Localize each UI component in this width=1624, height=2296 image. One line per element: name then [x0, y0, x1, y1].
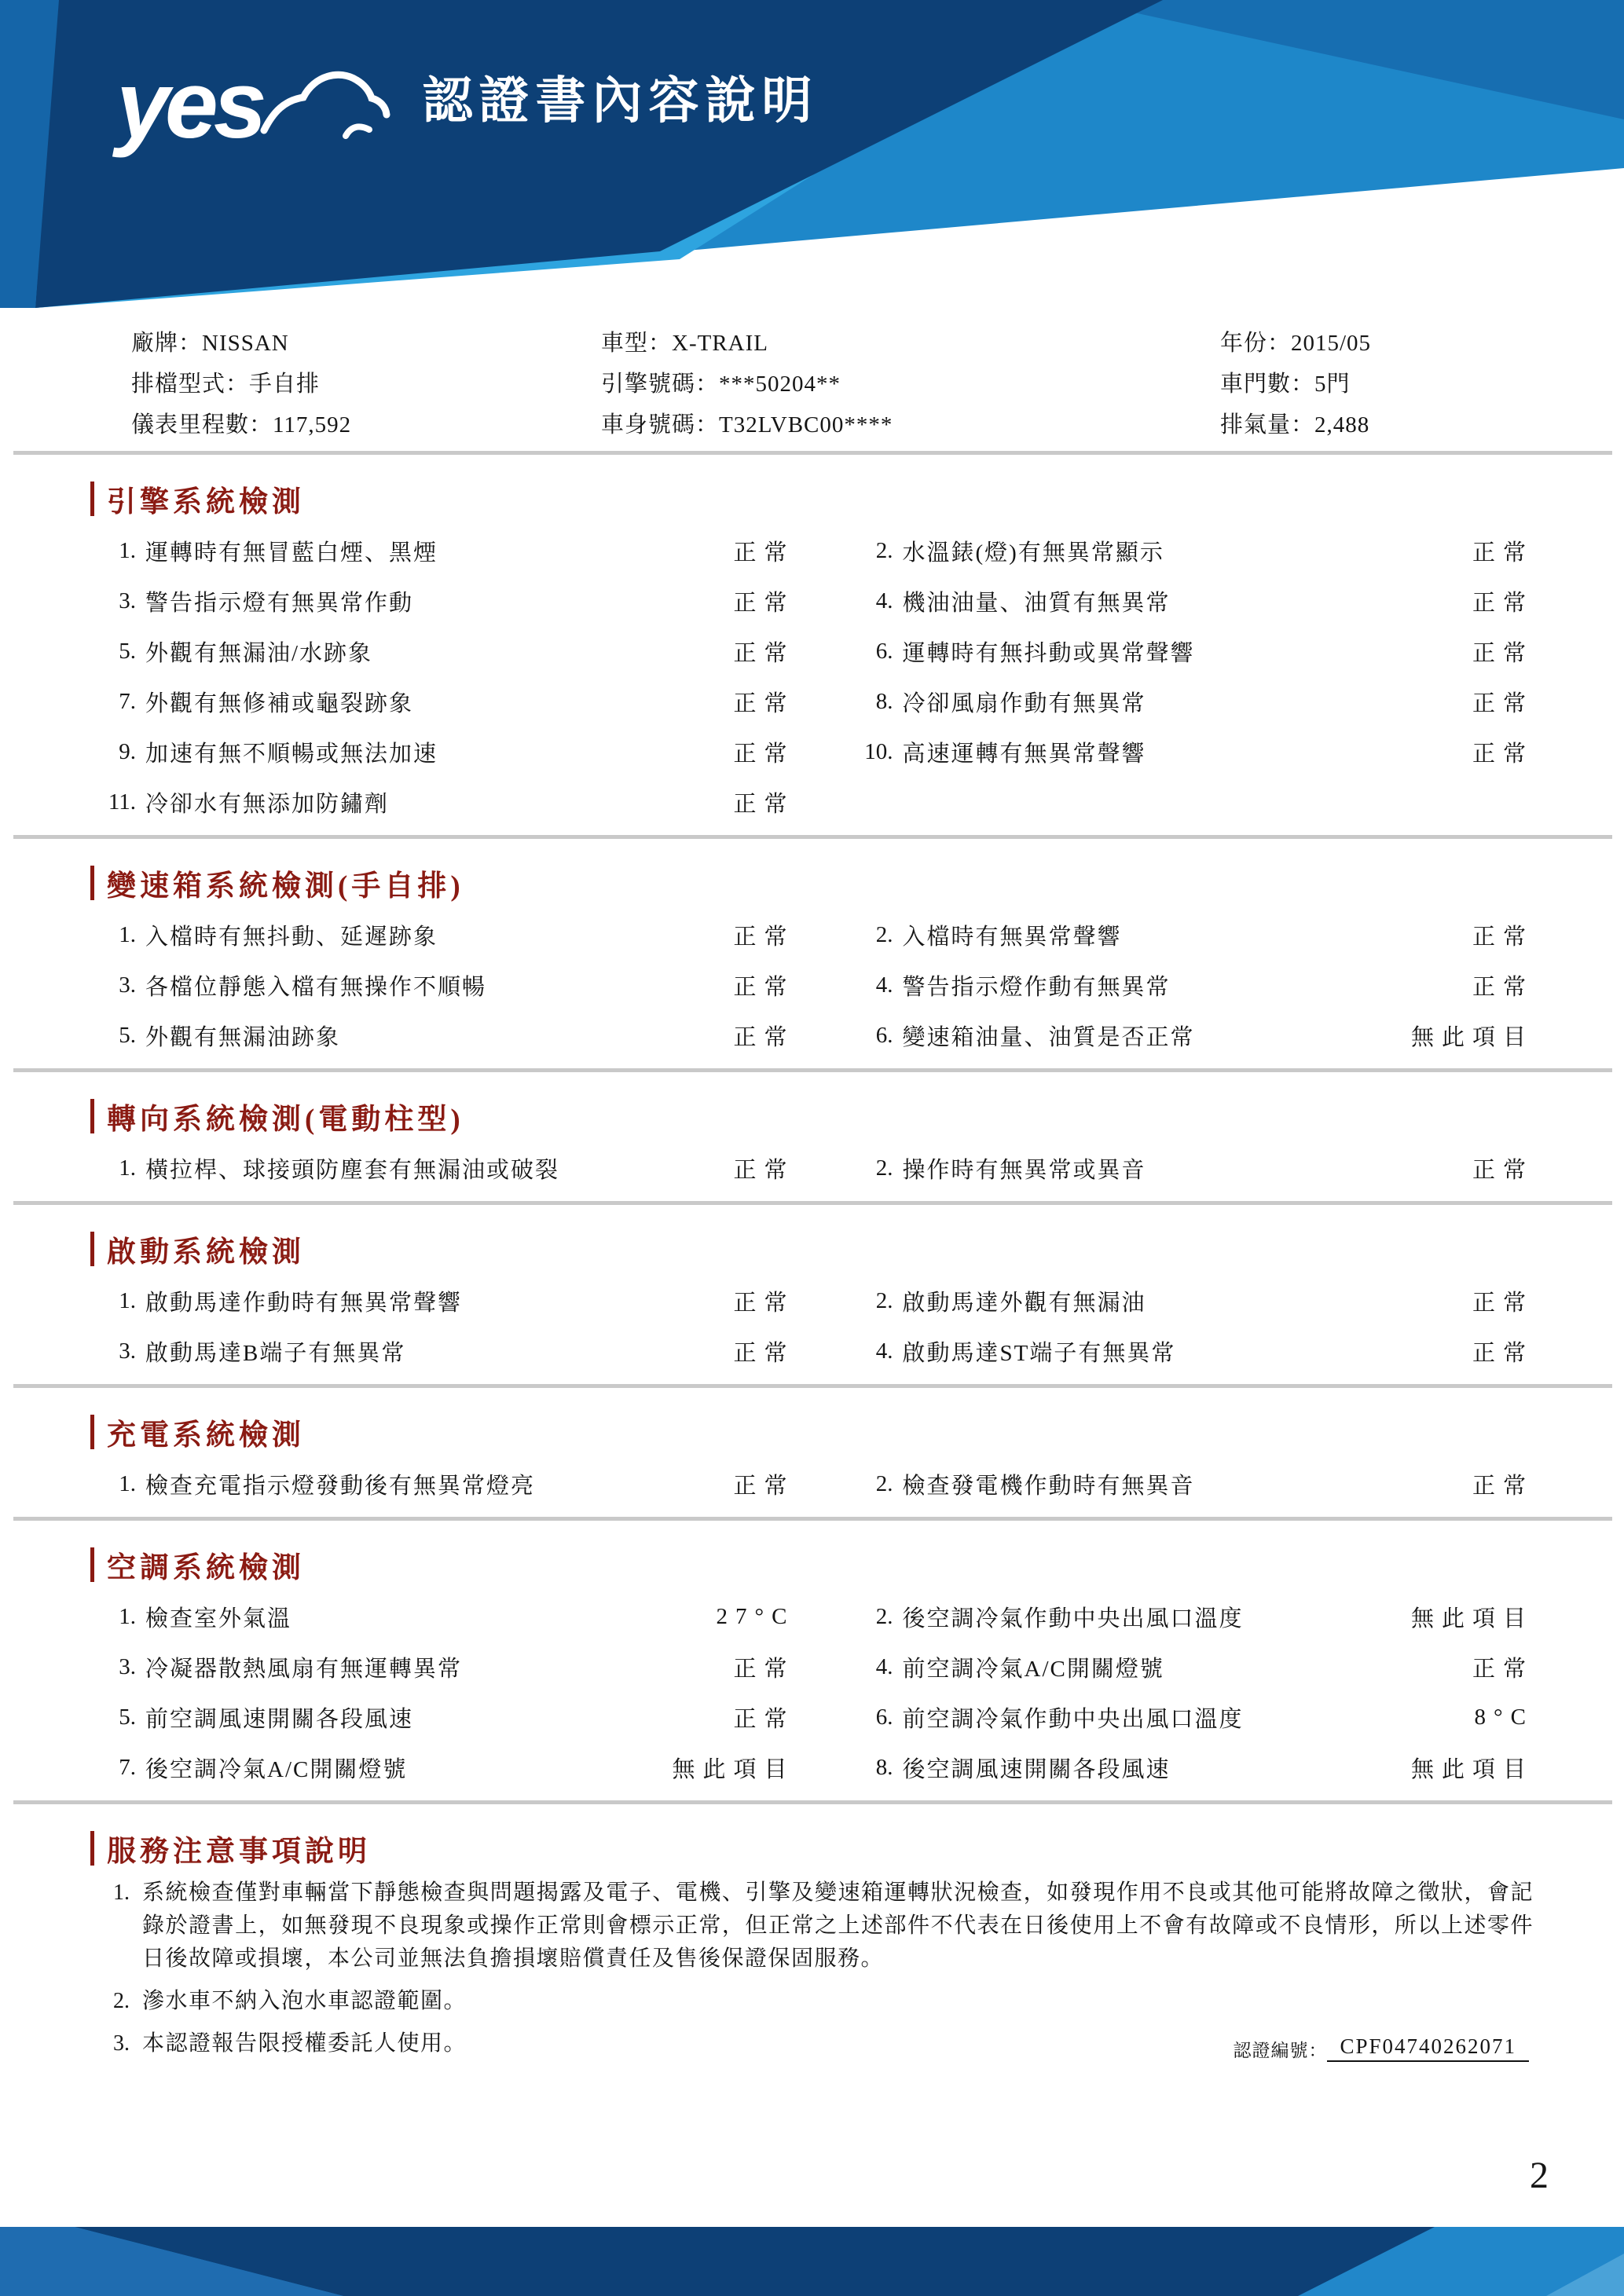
item-label: 後空調冷氣A/C開關燈號	[145, 1756, 408, 1782]
item-number: 5.	[119, 1022, 136, 1048]
page-number: 2	[1530, 2155, 1549, 2196]
footer-graphic	[0, 2227, 1624, 2296]
section-title	[90, 1097, 1534, 1135]
divider	[13, 1517, 1612, 1521]
item-number: 2.	[875, 921, 893, 947]
item-number: 5.	[119, 638, 136, 664]
check-item	[812, 635, 1534, 668]
section-title-text: 引擎系統檢測	[107, 486, 305, 518]
item-label: 操作時有無異常或異音	[902, 1157, 1146, 1183]
check-item	[90, 1651, 812, 1683]
item-result: 正常	[733, 590, 795, 616]
item-label: 運轉時有無抖動或異常聲響	[902, 640, 1195, 666]
item-number: 8.	[875, 688, 893, 714]
item-number: 4.	[875, 1653, 893, 1679]
section-title-bar	[90, 1831, 94, 1866]
item-result: 正常	[733, 690, 795, 716]
vehicle-info-field: 儀表里程數：117,592	[131, 412, 352, 438]
item-result: 正常	[1472, 924, 1534, 950]
item-label: 冷卻風扇作動有無異常	[902, 690, 1146, 716]
item-number: 6.	[875, 1022, 893, 1048]
item-row	[90, 1692, 1534, 1742]
check-item	[90, 635, 812, 668]
item-result: 正常	[1472, 1340, 1534, 1366]
item-row	[90, 1010, 1534, 1060]
item-result: 正常	[733, 540, 795, 566]
vehicle-info-field: 車身號碼：T32LVBC00****	[601, 412, 893, 438]
item-label: 前空調風速開關各段風速	[145, 1706, 414, 1732]
page-title: 認證書內容說明	[422, 72, 819, 129]
section-items	[90, 525, 1534, 827]
item-result: 無此項目	[1410, 1606, 1534, 1631]
section-title-bar	[90, 1415, 94, 1449]
section-title-bar	[90, 1232, 94, 1266]
divider	[13, 1800, 1612, 1804]
vehicle-info-field: 排氣量：2,488	[1220, 412, 1370, 438]
check-item	[812, 736, 1534, 768]
service-notes-list	[90, 1877, 1534, 2060]
section-title-text: 空調系統檢測	[107, 1552, 305, 1584]
divider	[13, 835, 1612, 839]
vehicle-info-field: 年份：2015/05	[1220, 330, 1372, 356]
item-row	[90, 1459, 1534, 1509]
item-number: 2.	[875, 1287, 893, 1313]
item-row	[90, 1326, 1534, 1376]
section-items	[90, 1276, 1534, 1376]
inspection-sections	[90, 480, 1534, 1804]
check-item	[90, 585, 812, 617]
item-number: 1.	[119, 1603, 136, 1629]
item-label: 檢查室外氣溫	[145, 1606, 292, 1631]
item-result: 正常	[733, 974, 795, 1000]
item-result: 正常	[733, 1473, 795, 1499]
check-item	[812, 969, 1534, 1002]
item-result: 正常	[1472, 590, 1534, 616]
section-title-bar	[90, 866, 94, 900]
item-number: 1.	[119, 921, 136, 947]
check-item	[812, 1752, 1534, 1784]
item-number: 7.	[119, 688, 136, 714]
check-item	[90, 1752, 812, 1784]
divider	[13, 451, 1612, 455]
certificate-number-value: CPF04740262071	[1327, 2034, 1529, 2062]
page-header	[0, 0, 1624, 311]
item-row	[90, 727, 1534, 777]
section-title	[90, 1829, 1534, 1867]
certificate-body	[0, 320, 1624, 2060]
vehicle-info-field: 廠牌：NISSAN	[131, 330, 289, 356]
item-row	[90, 1642, 1534, 1692]
vehicle-info	[90, 320, 1534, 443]
item-result: 無此項目	[1410, 1756, 1534, 1782]
item-result: 無此項目	[1410, 1024, 1534, 1050]
item-label: 運轉時有無冒藍白煙、黑煙	[145, 540, 438, 566]
item-result: 正常	[1472, 1290, 1534, 1316]
item-number: 1.	[119, 1155, 136, 1181]
section-title-bar	[90, 1547, 94, 1582]
check-item	[812, 1020, 1534, 1052]
item-number: 3.	[119, 588, 136, 613]
note-number: 3.	[113, 2031, 130, 2056]
item-number: 6.	[875, 638, 893, 664]
item-label: 冷凝器散熱風扇有無運轉異常	[145, 1656, 463, 1682]
check-item	[90, 1468, 812, 1500]
note-number: 1.	[113, 1880, 130, 1905]
item-number: 3.	[119, 1338, 136, 1364]
item-label: 加速有無不順暢或無法加速	[145, 741, 438, 767]
section-items	[90, 1459, 1534, 1509]
section-title-text: 服務注意事項說明	[107, 1836, 371, 1868]
item-row	[90, 1591, 1534, 1642]
item-result: 正常	[1472, 1157, 1534, 1183]
item-result: 正常	[733, 1340, 795, 1366]
check-item	[90, 1701, 812, 1734]
item-label: 外觀有無修補或龜裂跡象	[145, 690, 414, 716]
item-label: 外觀有無漏油/水跡象	[145, 640, 373, 666]
item-row	[90, 576, 1534, 626]
item-row	[90, 525, 1534, 576]
item-label: 變速箱油量、油質是否正常	[902, 1024, 1195, 1050]
yes-logo	[116, 51, 391, 159]
section-title	[90, 864, 1534, 902]
item-number: 8.	[875, 1754, 893, 1780]
check-item	[812, 1651, 1534, 1683]
item-label: 機油油量、油質有無異常	[902, 590, 1171, 616]
item-number: 2.	[875, 1603, 893, 1629]
item-row	[90, 626, 1534, 676]
section-title-text: 轉向系統檢測(電動柱型)	[107, 1104, 464, 1136]
certificate-number-label: 認證編號：	[1233, 2041, 1328, 2060]
item-number: 6.	[875, 1704, 893, 1730]
item-label: 外觀有無漏油跡象	[145, 1024, 341, 1050]
section-title	[90, 1413, 1534, 1451]
item-row	[90, 960, 1534, 1010]
item-result: 正常	[1472, 741, 1534, 767]
check-item	[90, 919, 812, 951]
section-title	[90, 1546, 1534, 1584]
check-item	[812, 919, 1534, 951]
item-label: 啟動馬達B端子有無異常	[145, 1340, 406, 1366]
item-label: 後空調風速開關各段風速	[902, 1756, 1171, 1782]
item-result: 無此項目	[672, 1756, 795, 1782]
item-number: 5.	[119, 1704, 136, 1730]
item-number: 2.	[875, 537, 893, 563]
item-label: 橫拉桿、球接頭防塵套有無漏油或破裂	[145, 1157, 560, 1183]
page-footer	[0, 2227, 1624, 2296]
service-notes-section	[90, 1829, 1534, 2060]
item-row	[90, 777, 1534, 827]
note-item	[90, 1985, 1534, 2018]
item-label: 檢查發電機作動時有無異音	[902, 1473, 1195, 1499]
item-result: 正常	[733, 1656, 795, 1682]
check-item	[90, 686, 812, 718]
item-number: 1.	[119, 1287, 136, 1313]
item-result: 27°C	[716, 1603, 795, 1629]
vehicle-info-field: 車型：X-TRAIL	[601, 330, 768, 356]
item-number: 4.	[875, 588, 893, 613]
item-label: 高速運轉有無異常聲響	[902, 741, 1146, 767]
note-text: 本認證報告限授權委託人使用。	[142, 2031, 467, 2056]
car-outline-icon	[258, 55, 391, 149]
check-item	[812, 1335, 1534, 1368]
item-label: 水溫錶(燈)有無異常顯示	[902, 540, 1164, 566]
check-item	[90, 535, 812, 567]
item-number: 2.	[875, 1155, 893, 1181]
item-result: 正常	[1472, 640, 1534, 666]
item-row	[90, 1143, 1534, 1193]
certificate-number	[1233, 2034, 1529, 2062]
section-title-bar	[90, 482, 94, 516]
check-item	[812, 1701, 1534, 1734]
item-label: 警告指示燈作動有無異常	[902, 974, 1171, 1000]
item-number: 10.	[864, 738, 893, 764]
check-item	[90, 1020, 812, 1052]
item-result: 正常	[733, 741, 795, 767]
check-item	[812, 535, 1534, 567]
note-text: 滲水車不納入泡水車認證範圍。	[142, 1989, 467, 2013]
note-text: 系統檢查僅對車輛當下靜態檢查與問題揭露及電子、電機、引擎及變速箱運轉狀況檢查，如發現作用不良或其他可能將故障之徵狀，會記錄於證書上，如無發現不良現象或操作正常則會標示正常，但正常之上述部件不代表在日後使用上不會有故障或不良情形，所以上述零件日後故障或損壞，本公司並無法負擔損壞賠償責任及售後保證保固服務。	[142, 1880, 1534, 1971]
item-label: 前空調冷氣A/C開關燈號	[902, 1656, 1164, 1682]
check-item	[90, 786, 812, 818]
check-item	[90, 1152, 812, 1185]
item-row	[90, 676, 1534, 727]
check-item	[812, 686, 1534, 718]
item-label: 檢查充電指示燈發動後有無異常燈亮	[145, 1473, 536, 1499]
item-row	[90, 910, 1534, 960]
section-title-bar	[90, 1099, 94, 1133]
item-result: 正常	[1472, 690, 1534, 716]
vehicle-info-field: 引擎號碼：***50204**	[601, 371, 841, 397]
section-title	[90, 480, 1534, 518]
item-label: 啟動馬達作動時有無異常聲響	[145, 1290, 463, 1316]
item-number: 11.	[108, 789, 136, 815]
section-title-text: 充電系統檢測	[107, 1419, 305, 1452]
item-label: 前空調冷氣作動中央出風口溫度	[902, 1706, 1244, 1732]
item-label: 冷卻水有無添加防鏽劑	[145, 791, 390, 817]
item-number: 1.	[119, 537, 136, 563]
item-number: 4.	[875, 1338, 893, 1364]
item-result: 正常	[733, 1024, 795, 1050]
check-item	[90, 969, 812, 1002]
item-label: 啟動馬達ST端子有無異常	[902, 1340, 1176, 1366]
note-number: 2.	[113, 1989, 130, 2013]
vehicle-info-field: 車門數：5門	[1220, 371, 1351, 397]
item-number: 1.	[119, 1470, 136, 1496]
check-item	[812, 1152, 1534, 1185]
item-result: 正常	[733, 1290, 795, 1316]
section-items	[90, 1591, 1534, 1792]
section-items	[90, 910, 1534, 1060]
check-item	[812, 1285, 1534, 1317]
item-label: 警告指示燈有無異常作動	[145, 590, 414, 616]
item-number: 9.	[119, 738, 136, 764]
item-label: 入檔時有無抖動、延遲跡象	[145, 924, 438, 950]
item-result: 8°C	[1474, 1704, 1534, 1730]
vehicle-info-field: 排檔型式：手自排	[131, 371, 321, 397]
item-label: 啟動馬達外觀有無漏油	[902, 1290, 1146, 1316]
item-result: 正常	[1472, 1656, 1534, 1682]
item-label: 後空調冷氣作動中央出風口溫度	[902, 1606, 1244, 1631]
check-item	[812, 1601, 1534, 1633]
item-number: 3.	[119, 1653, 136, 1679]
item-result: 正常	[1472, 974, 1534, 1000]
section-title	[90, 1230, 1534, 1268]
header-content	[116, 51, 819, 159]
item-result: 正常	[733, 1706, 795, 1732]
section-items	[90, 1143, 1534, 1193]
item-row	[90, 1276, 1534, 1326]
check-item	[812, 1468, 1534, 1500]
note-item	[90, 1877, 1534, 1976]
check-item	[90, 1335, 812, 1368]
item-result: 正常	[733, 791, 795, 817]
check-item	[812, 585, 1534, 617]
item-result: 正常	[733, 1157, 795, 1183]
item-number: 2.	[875, 1470, 893, 1496]
divider	[13, 1068, 1612, 1072]
item-number: 4.	[875, 972, 893, 998]
item-label: 各檔位靜態入檔有無操作不順暢	[145, 974, 487, 1000]
divider	[13, 1201, 1612, 1205]
check-item	[90, 1601, 812, 1633]
item-result: 正常	[733, 640, 795, 666]
item-result: 正常	[1472, 1473, 1534, 1499]
divider	[13, 1384, 1612, 1388]
item-row	[90, 1742, 1534, 1792]
item-number: 3.	[119, 972, 136, 998]
item-result: 正常	[1472, 540, 1534, 566]
item-result: 正常	[733, 924, 795, 950]
check-item	[90, 1285, 812, 1317]
section-title-text: 變速箱系統檢測(手自排)	[107, 870, 464, 903]
item-label: 入檔時有無異常聲響	[902, 924, 1122, 950]
check-item	[90, 736, 812, 768]
item-number: 7.	[119, 1754, 136, 1780]
section-title-text: 啟動系統檢測	[107, 1236, 305, 1269]
yes-logo-text: yes	[116, 51, 262, 159]
